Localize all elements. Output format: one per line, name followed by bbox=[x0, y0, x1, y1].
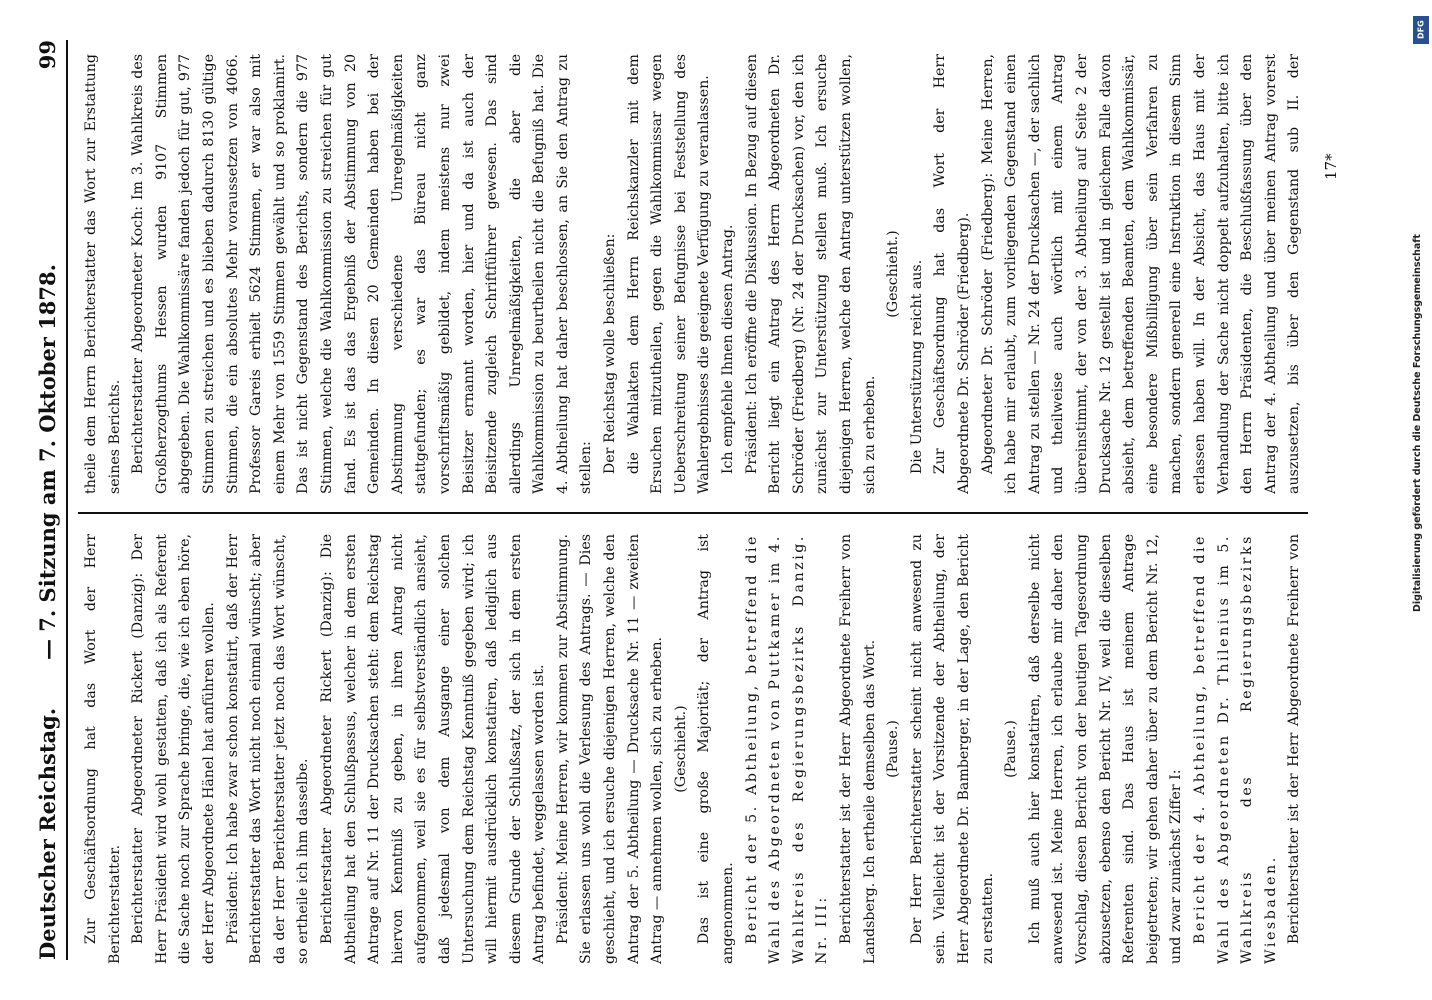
paragraph: Zur Geschäftsordnung hat das Wort der Herr Berichterstatter. bbox=[83, 534, 123, 964]
column-divider bbox=[78, 512, 1308, 514]
dfg-logo-icon: DFG bbox=[1413, 16, 1429, 44]
page-header bbox=[26, 40, 68, 960]
paragraph: Präsident: Meine Herren, wir kommen zur Abstimmung. Sie erlassen uns wohl die Verlesung des Antrags. — Dies geschieht, und ich ersuche diejenigen Herren, welche den Antrag der 5. Abtheilung — Drucksache Nr. 11 — zweiten Antrag — annehmen wollen, sich zu erheben. bbox=[554, 534, 666, 964]
paragraph: Berichterstatter Abgeordneter Rickert (Danzig): Die Abtheilung hat den Schlußpassus, welcher in dem ersten Antrage auf Nr. 11 der Drucksachen steht: dem Reichstag hiervon Kenntniß zu geben, in ihren Antrag nicht aufgenommen, weil sie es für selbstverständlich ansieht, daß jedesmal von dem Ausgange einer solchen Untersuchung dem Reichstag Kenntniß gegeben wird; ich will hiermit ausdrücklich konstatiren, daß lediglich aus diesem Grunde der Schlußsatz, der sich in dem ersten Antrag befindet, weggelassen worden ist. bbox=[318, 534, 548, 964]
paragraph: Berichterstatter Abgeordneter Rickert (Danzig): Der Herr Präsident wird wohl gestatten, daß ich als Referent die Sache noch zur Sprache bringe, die, wie ich eben höre, der Herr Abgeordnete Hänel hat anführen wollen. bbox=[130, 534, 217, 964]
left-column bbox=[80, 534, 1310, 964]
paragraph: Berichterstatter Abgeordneter Koch: Im 3. Wahlkreis des Großherzogthums Hessen wurden 9107 Stimmen abgegeben. Die Wahlkommissäre fanden jedoch für gut, 977 Stimmen zu streichen und es blieben dadurch 8130 gültige Stimmen, die ein absolutes Mehr voraussetzen von 4066. Professor Gareis erhielt 5624 Stimmen, er war also mit einem Mehr von 1559 Stimmen gewählt und so proklamirt. Das ist nicht Gegenstand des Berichts, sondern die 977 Stimmen, welche die Wahlkommission zu streichen für gut fand. Es ist das das Ergebniß der Abstimmung von 20 Gemeinden. In diesen 20 Gemeinden haben bei der Abstimmung verschiedene Unregelmäßigkeiten stattgefunden; es war das Büreau nicht ganz vorschriftsmäßig gebildet, indem meistens nur zwei Beisitzer ernannt worden, hier und da ist auch der Beisitzende zugleich Schriftführer gewesen. Das sind allerdings Unregelmäßigkeiten, die aber die Wahlkommission zu beurtheilen nicht die Befugniß hat. Die 4. Abtheilung hat daher beschlossen, an Sie den Antrag zu stellen: bbox=[130, 54, 595, 494]
paragraph: Die Unterstützung reicht aus. bbox=[908, 259, 925, 475]
paragraph: Das ist eine große Majorität; der Antrag ist angenommen. bbox=[696, 534, 737, 964]
paragraph: Berichterstatter ist der Herr Abgeordnete Freiherr von Landsberg. Ich ertheile demselben das Wort. bbox=[838, 534, 878, 964]
digitization-margin bbox=[1410, 6, 1432, 1000]
paragraph: Ich muß auch hier konstatiren, daß derselbe nicht anwesend ist. Meine Herren, ich erlaube mir daher den Vorschlag, diesen Bericht von der heutigen Tagesordnung abzusetzen, ebenso den Bericht Nr. IV, weil die dieselben Referenten sind. Das Haus ist meinem Antrage beigetreten; wir gehen daher über zu dem Bericht Nr. 12, und zwar zunächst Ziffer I: bbox=[1026, 534, 1185, 964]
stage-direction: (Pause.) bbox=[885, 720, 902, 778]
stage-direction: (Geschieht.) bbox=[885, 230, 902, 318]
funding-credit: Digitalisierung gefördert durch die Deutsche Forschungsgemeinschaft bbox=[1412, 234, 1423, 612]
paragraph: theile dem Herrn Berichterstatter das Wort zur Erstattung seines Berichts. bbox=[83, 54, 123, 494]
paragraph: Abgeordneter Dr. Schröder (Friedberg): Meine Herren, ich habe mir erlaubt, zum vorliegenden Gegenstand einen Antrag zu stellen — Nr. 24 der Drucksachen —, der sachlich und theilweise auch wörtlich mit einem Antrag übereinstimmt, der von der 3. Abtheilung auf Seite 2 der Drucksache Nr. 12 gestellt ist und in gleichem Falle davon absieht, dem betreffenden Beamten, dem Wahlkommissär, eine besondere Mißbilligung über sein Verfahren zu machen, sondern generell eine Instruktion in diesem Sinn erlassen haben will. In der Absicht, das Haus mit der Verhandlung der Sache nicht doppelt aufzuhalten, bitte ich den Herrn Präsidenten, die Beschlußfassung über den Antrag der 4. Abtheilung und über meinen Antrag vorerst auszusetzen, bis über den Gegenstand sub II. der bbox=[979, 54, 1303, 494]
header-publication: Deutscher Reichstag. bbox=[35, 707, 60, 960]
report-heading: Bericht der 4. Abtheilung, betreffend die Wahl des Abgeordneten Dr. Thilenius im 5. Wahlkreis des Regierungsbezirks Wiesbaden. bbox=[1191, 534, 1279, 964]
header-session: — 7. Sitzung am 7. Oktober 1878. bbox=[35, 264, 60, 660]
page-number: 99 bbox=[35, 40, 60, 70]
paragraph: Ich empfehle Ihnen diesen Antrag. bbox=[720, 224, 737, 475]
paragraph: Präsident: Ich habe zwar schon konstatirt, daß der Herr Berichterstatter das Wort nicht noch einmal wünscht; aber da der Herr Berichterstatter jetzt noch das Wort wünscht, so ertheile ich ihm dasselbe. bbox=[224, 534, 312, 964]
paragraph: Berichterstatter ist der Herr Abgeordnete Freiherr von bbox=[1286, 534, 1303, 945]
paragraph: Zur Geschäftsordnung hat das Wort der Herr Abgeordnete Dr. Schröder (Friedberg). bbox=[932, 54, 972, 494]
stage-direction: (Geschieht.) bbox=[672, 705, 689, 793]
paragraph: Präsident: Ich eröffne die Diskussion. In Bezug auf diesen Bericht liegt ein Antrag des Herrn Abgeordneten Dr. Schröder (Friedberg) (Nr. 24 der Drucksachen) vor, den ich zunächst zur Unterstützung stellen muß. Ich ersuche diejenigen Herren, welche den Antrag unterstützen wollen, sich zu erheben. bbox=[743, 54, 878, 494]
report-heading: Bericht der 5. Abtheilung, betreffend die Wahl des Abgeordneten von Puttkamer im 4. Wahlkreis des Regierungsbezirks Danzig. Nr. III: bbox=[743, 534, 831, 964]
paragraph: Der Herr Berichterstatter scheint nicht anwesend zu sein. Vielleicht ist der Vorsitzende der Abtheilung, der Herr Abgeordnete Dr. Bamberger, in der Lage, den Bericht zu erstatten. bbox=[908, 534, 996, 964]
motion-text: die Wahlakten dem Herrn Reichskanzler mit dem Ersuchen mitzutheilen, gegen die Wahlkommissar wegen Ueberschreitung seiner Befugnisse bei Feststellung des Wahlergebnisses die geeignete Verfügung zu veranlassen. bbox=[625, 54, 713, 494]
paragraph: Der Reichstag wolle beschließen: bbox=[602, 233, 619, 475]
right-column bbox=[80, 54, 1310, 494]
stage-direction: (Pause.) bbox=[1003, 720, 1020, 778]
signature-mark: 17* bbox=[1322, 153, 1340, 180]
